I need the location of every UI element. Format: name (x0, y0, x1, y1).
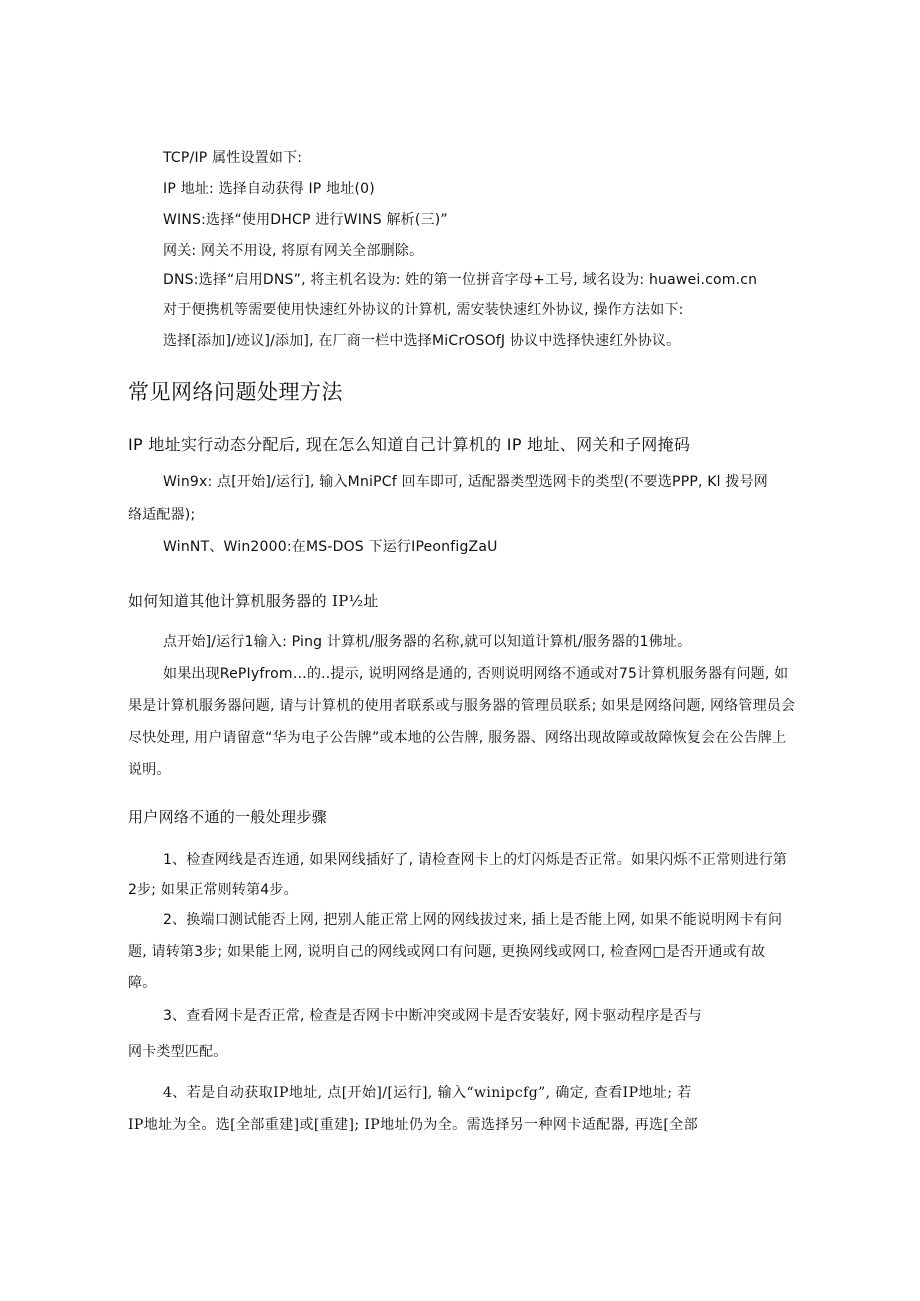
server-para2-line3: 尽快处理, 用户请留意“华为电子公告牌”或本地的公告牌, 服务器、网络出现故障或故障恢复会在公告牌上 (128, 730, 787, 746)
step1-line2: 2步; 如果正常则转第4步。 (128, 882, 298, 898)
server-section-heading: 如何知道其他计算机服务器的 IP½址 (128, 592, 379, 610)
server-para2-line2: 果是计算机服务器问题, 请与计算机的使用者联系或与服务器的管理员联系; 如果是网络问题, 网络管理员会 (128, 698, 796, 714)
tcpip-line-2: IP 地址: 选择自动获得 IP 地址(0) (163, 181, 375, 197)
tcpip-line-1: TCP/IP 属性设置如下: (163, 150, 303, 166)
step3-line2: 网卡类型匹配。 (128, 1044, 228, 1060)
server-para2-line1: 如果出现RePIyfrom…的..提示, 说明网络是通的, 否则说明网络不通或对75计算机服务器有问题, 如 (163, 666, 789, 682)
main-heading: 常见网络问题处理方法 (128, 380, 343, 404)
ip-para1-line1: Win9x: 点[开始]/运行], 输入MniPCf 回车即可, 适配器类型选网卡的类型(不要选PPP, Kl 拨号网 (163, 474, 769, 490)
tcpip-line-3: WINS:选择“使用DHCP 进行WINS 解析(三)” (163, 212, 448, 228)
step2-line2: 题, 请转第3步; 如果能上网, 说明自己的网线或网口有问题, 更换网线或网口, 检查网□是否开通或有故 (128, 944, 766, 960)
steps-section-heading: 用户网络不通的一般处理步骤 (128, 808, 327, 826)
step4-line2: IP地址为全。选[全部重建]或[重建]; IP地址仍为全。需选择另一种网卡适配器, 再选[全部 (128, 1117, 699, 1133)
tcpip-line-7: 选择[添加]/迹议]/添加], 在厂商一栏中选择MiCrOSOfJ 协议中选择快速红外协议。 (163, 333, 681, 349)
step2-line1: 2、换端口测试能否上网, 把别人能正常上网的网线拔过来, 插上是否能上网, 如果不能说明网卡有问 (163, 912, 783, 928)
server-para1: 点开始]/运行1输入: Ping 计算机/服务器的名称,就可以知道计算机/服务器的1佛址。 (163, 634, 692, 650)
step1-line1: 1、检查网线是否连通, 如果网线插好了, 请检查网卡上的灯闪烁是否正常。如果闪烁不正常则进行第 (163, 852, 788, 868)
step2-line3: 障。 (128, 975, 157, 991)
ip-para2: WinNT、Win2000:在MS-DOS 下运行IPeonfigZaU (163, 539, 498, 555)
ip-section-heading: IP 地址实行动态分配后, 现在怎么知道自己计算机的 IP 地址、网关和子网掩码 (128, 435, 691, 454)
server-para2-line4: 说明。 (128, 762, 171, 778)
ip-para1-line2: 络适配器); (128, 507, 196, 523)
step4-line1: 4、若是自动获取IP地址, 点[开始]/[运行], 输入“winipcfg”, 确定, 查看IP地址; 若 (163, 1085, 692, 1101)
tcpip-line-5: DNS:选择“启用DNS”, 将主机名设为: 姓的第一位拼音字母+工号, 域名设为: huawei.com.cn (163, 272, 758, 288)
tcpip-line-6: 对于便携机等需要使用快速红外协议的计算机, 需安装快速红外协议, 操作方法如下: (163, 302, 684, 318)
step3-line1: 3、查看网卡是否正常, 检查是否网卡中断冲突或网卡是否安装好, 网卡驱动程序是否与 (163, 1008, 702, 1024)
tcpip-line-4: 网关: 网关不用设, 将原有网关全部删除。 (163, 243, 424, 259)
